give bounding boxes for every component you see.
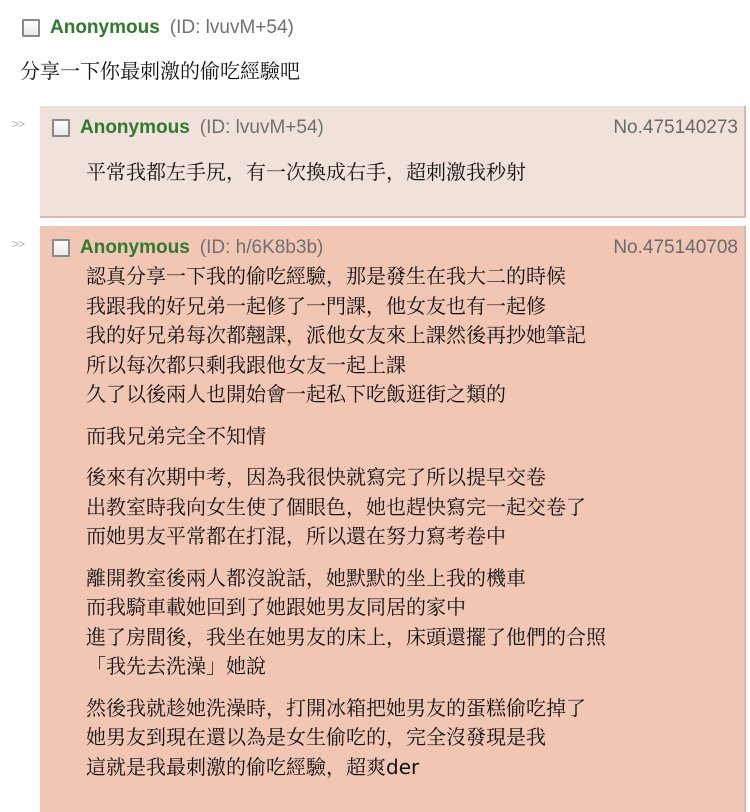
reply-line: 出教室時我向女生使了個眼色，她也趕快寫完一起交卷了: [86, 494, 586, 519]
reply-line: 「我先去洗澡」她說: [86, 654, 266, 678]
reply-post-1: [40, 106, 746, 218]
reply-line: 我的好兄弟每次都翹課，派他女友來上課然後再抄她筆記: [86, 323, 586, 347]
reply-line: 而我兄弟完全不知情: [86, 423, 266, 448]
reply-paragraph: [86, 564, 606, 682]
reply-line: 進了房間後，我坐在她男友的床上，床頭還擺了他們的合照: [86, 624, 606, 649]
op-poster-id: (ID: lvuvM+54): [169, 17, 294, 38]
reply-line: 認真分享一下我的偷吃經驗，那是發生在我大二的時候: [86, 264, 566, 288]
reply-select-checkbox[interactable]: [52, 239, 70, 257]
reply-select-checkbox[interactable]: [52, 119, 70, 137]
reply-arrow-indicator: >>: [12, 237, 25, 251]
reply-line: 所以每次都只剩我跟他女友一起上課: [86, 352, 406, 377]
reply-paragraph: [86, 694, 606, 783]
reply-text: 平常我都左手尻，有一次換成右手，超刺激我秒射: [86, 160, 526, 184]
reply-line: 而我騎車載她回到了她跟她男友同居的家中: [86, 595, 466, 619]
reply-poster-id: (ID: h/6K8b3b): [199, 237, 324, 258]
op-post-text: 分享一下你最刺激的偷吃經驗吧: [20, 59, 300, 83]
reply-line: 後來有次期中考，因為我很快就寫完了所以提早交卷: [86, 465, 546, 489]
reply-line: 我跟我的好兄弟一起修了一門課，他女友也有一起修: [86, 293, 546, 318]
reply-line: 然後我就趁她洗澡時，打開冰箱把她男友的蛋糕偷吃掉了: [86, 695, 586, 720]
reply-paragraph: [86, 262, 606, 410]
reply-post-number[interactable]: No.475140273: [613, 117, 738, 138]
op-poster-name: Anonymous: [50, 17, 160, 38]
reply-poster-name: Anonymous: [80, 237, 190, 258]
reply-post-number[interactable]: No.475140708: [613, 237, 738, 258]
reply-post-2: [40, 226, 746, 812]
reply-poster-name: Anonymous: [80, 117, 190, 138]
reply-header: [52, 115, 744, 141]
reply-line: 這就是我最刺激的偷吃經驗，超爽der: [86, 754, 420, 779]
reply-line: 她男友到現在還以為是女生偷吃的，完全沒發現是我: [86, 725, 546, 749]
reply-paragraph: [86, 463, 606, 552]
reply-header: [52, 235, 744, 261]
reply-text: [86, 262, 606, 794]
reply-poster-id: (ID: lvuvM+54): [199, 117, 324, 138]
op-post-header: [22, 14, 294, 42]
reply-line: 久了以後兩人也開始會一起私下吃飯逛街之類的: [86, 382, 506, 406]
op-select-checkbox[interactable]: [22, 19, 40, 37]
reply-line: 而她男友平常都在打混，所以還在努力寫考卷中: [86, 524, 506, 548]
reply-arrow-indicator: >>: [12, 117, 25, 131]
reply-line: 離開教室後兩人都沒說話，她默默的坐上我的機車: [86, 565, 526, 590]
reply-paragraph: [86, 422, 606, 452]
